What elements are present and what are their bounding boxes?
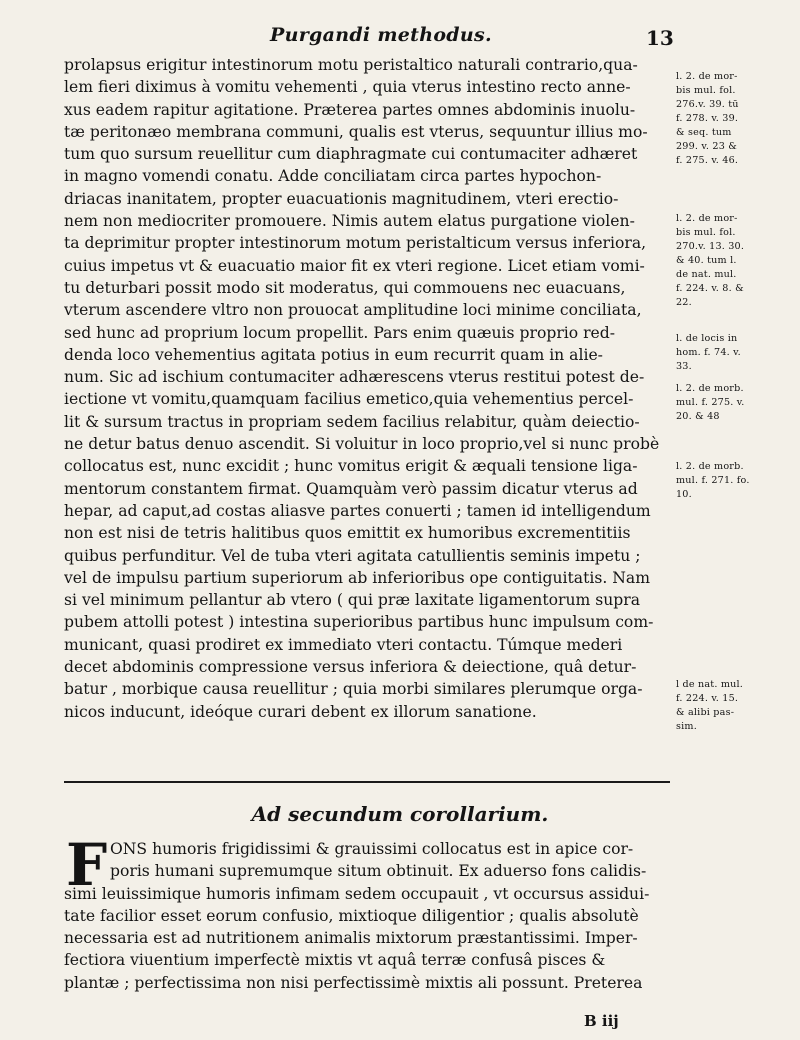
text-line: poris humani supremumque situm obtinuit. Ex aduerso fons calidis- — [110, 862, 647, 881]
margin-note-line: f. 278. v. 39. — [676, 113, 739, 124]
text-line: fectiora viuentium imperfectè mixtis vt aquâ terræ confusâ pisces & — [64, 951, 606, 970]
text-line: quibus perfunditur. Vel de tuba vteri agitata catullientis seminis impetu ; — [64, 546, 641, 565]
text-line: municant, quasi prodiret ex immediato vteri contactu. Túmque mederi — [64, 635, 623, 654]
text-line: decet abdominis compressione versus inferiora & deiectione, quâ detur- — [64, 658, 637, 677]
text-line: in magno vomendi conatu. Adde conciliatam circa partes hypochon- — [64, 167, 602, 186]
text-line: batur , morbique causa reuellitur ; quia morbi similares plerumque orga- — [64, 680, 643, 699]
section-divider-rule — [64, 781, 670, 783]
margin-note-line: l. 2. de morb. — [676, 461, 744, 472]
second-text-block — [64, 831, 670, 994]
margin-note-line: f. 224. v. 8. & — [676, 283, 744, 294]
margin-note-line: l. 2. de mor- — [676, 71, 738, 82]
margin-note-line: sim. — [676, 721, 697, 732]
text-line: ONS humoris frigidissimi & grauissimi collocatus est in apice cor- — [110, 840, 634, 858]
text-line: tate facilior esset eorum confusio, mixtioque diligentior ; qualis absolutè — [64, 906, 639, 925]
margin-note-line: 33. — [676, 361, 692, 372]
margin-note-line: f. 224. v. 15. — [676, 693, 739, 704]
margin-note-line: & 40. tum l. — [676, 255, 737, 266]
margin-note-line: bis mul. fol. — [676, 85, 736, 96]
text-line: vterum ascendere vltro non prouocat amplitudine loci minime conciliata, — [64, 301, 642, 320]
running-title: Purgandi methodus. — [270, 24, 492, 46]
margin-note-line: 270.v. 13. 30. — [676, 241, 745, 252]
text-line: iectione vt vomitu,quamquam facilius emetico,quia vehementius percel- — [64, 390, 634, 409]
text-line: tu deturbari possit modo sit moderatus, qui commouens nec euacuans, — [64, 278, 626, 297]
signature-mark: B iij — [584, 1012, 619, 1030]
drop-cap: F — [66, 831, 108, 899]
margin-note-line: bis mul. fol. — [676, 227, 736, 238]
margin-note-line: l. de locis in — [676, 333, 738, 344]
margin-note-line: l de nat. mul. — [676, 679, 744, 690]
text-line: tum quo sursum reuellitur cum diaphragmate cui contumaciter adhæret — [64, 145, 638, 164]
text-line: hepar, ad caput,ad costas aliasve partes conuerti ; tamen id intelligendum — [64, 501, 651, 520]
text-line: si vel minimum pellantur ab vtero ( qui præ laxitate ligamentorum supra — [64, 591, 641, 610]
text-line: xus eadem rapitur agitatione. Præterea partes omnes abdominis inuolu- — [64, 100, 636, 119]
text-line: ne detur batus denuo ascendit. Si voluitur in loco proprio,vel si nunc probè — [64, 435, 660, 454]
margin-note-line: mul. f. 271. fo. — [676, 475, 750, 486]
text-line: lem fieri diximus à vomitu vehementi , quia vterus intestino recto anne- — [64, 78, 631, 97]
text-line: plantæ ; perfectissima non nisi perfectissimè mixtis ali possunt. Preterea — [64, 973, 643, 992]
margin-note-line: & seq. tum — [676, 127, 732, 138]
text-line: tæ peritonæo membrana communi, qualis est vterus, sequuntur illius mo- — [64, 122, 648, 141]
text-line: simi leuissimique humoris infimam sedem occupauit , vt occursus assidui- — [64, 884, 650, 903]
text-line: sed hunc ad proprium locum propellit. Pars enim quæuis proprio red- — [64, 323, 616, 342]
margin-note-line: 276.v. 39. tū — [676, 99, 739, 110]
margin-note — [676, 212, 794, 310]
text-line: nicos inducunt, ideóque curari debent ex illorum sanatione. — [64, 702, 537, 721]
text-line: prolapsus erigitur intestinorum motu peristaltico naturali contrario,qua- — [64, 56, 638, 74]
margin-note — [676, 678, 794, 734]
text-line: driacas inanitatem, propter euacuationis magnitudinem, vteri erectio- — [64, 189, 619, 208]
margin-note-line: mul. f. 275. v. — [676, 397, 745, 408]
margin-note — [676, 70, 794, 168]
margin-note-line: hom. f. 74. v. — [676, 347, 741, 358]
text-line: non est nisi de tetris halitibus quos emittit ex humoribus excrementitiis — [64, 524, 631, 543]
margin-note-line: 22. — [676, 297, 692, 308]
margin-note-line: f. 275. v. 46. — [676, 155, 739, 166]
margin-note-line: l. 2. de mor- — [676, 213, 738, 224]
margin-note — [676, 382, 794, 424]
text-line: necessaria est ad nutritionem animalis mixtorum præstantissimi. Imper- — [64, 929, 638, 948]
text-line: vel de impulsu partium superiorum ab inferioribus ope contiguitatis. Nam — [64, 568, 651, 587]
text-line: mentorum constantem firmat. Quamquàm verò passim dicatur vterus ad — [64, 479, 638, 498]
margin-note-line: 299. v. 23 & — [676, 141, 737, 152]
margin-note — [676, 332, 794, 374]
margin-note-line: l. 2. de morb. — [676, 383, 744, 394]
margin-note-line: & alibi pas- — [676, 707, 735, 718]
text-line: collocatus est, nunc excidit ; hunc vomitus erigit & æquali tensione liga- — [64, 457, 638, 476]
margin-note-line: 10. — [676, 489, 692, 500]
page-number: 13 — [646, 26, 674, 50]
text-line: num. Sic ad ischium contumaciter adhærescens vterus restitui potest de- — [64, 368, 645, 387]
main-text-block — [64, 54, 670, 723]
text-line: denda loco vehementius agitata potius in eum recurrit quam in alie- — [64, 345, 603, 364]
text-line: nem non mediocriter promouere. Nimis autem elatus purgatione violen- — [64, 212, 635, 231]
text-line: pubem attolli potest ) intestina superioribus partibus hunc impulsum com- — [64, 613, 654, 632]
text-line: lit & sursum tractus in propriam sedem facilius relabitur, quàm deiectio- — [64, 412, 640, 431]
text-line: ta deprimitur propter intestinorum motum peristalticum versus inferiora, — [64, 234, 647, 253]
text-line: cuius impetus vt & euacuatio maior fit ex vteri regione. Licet etiam vomi- — [64, 256, 645, 275]
margin-note-line: 20. & 48 — [676, 411, 720, 422]
margin-note-line: de nat. mul. — [676, 269, 737, 280]
section-heading: Ad secundum corollarium. — [251, 802, 549, 826]
margin-note — [676, 460, 794, 502]
